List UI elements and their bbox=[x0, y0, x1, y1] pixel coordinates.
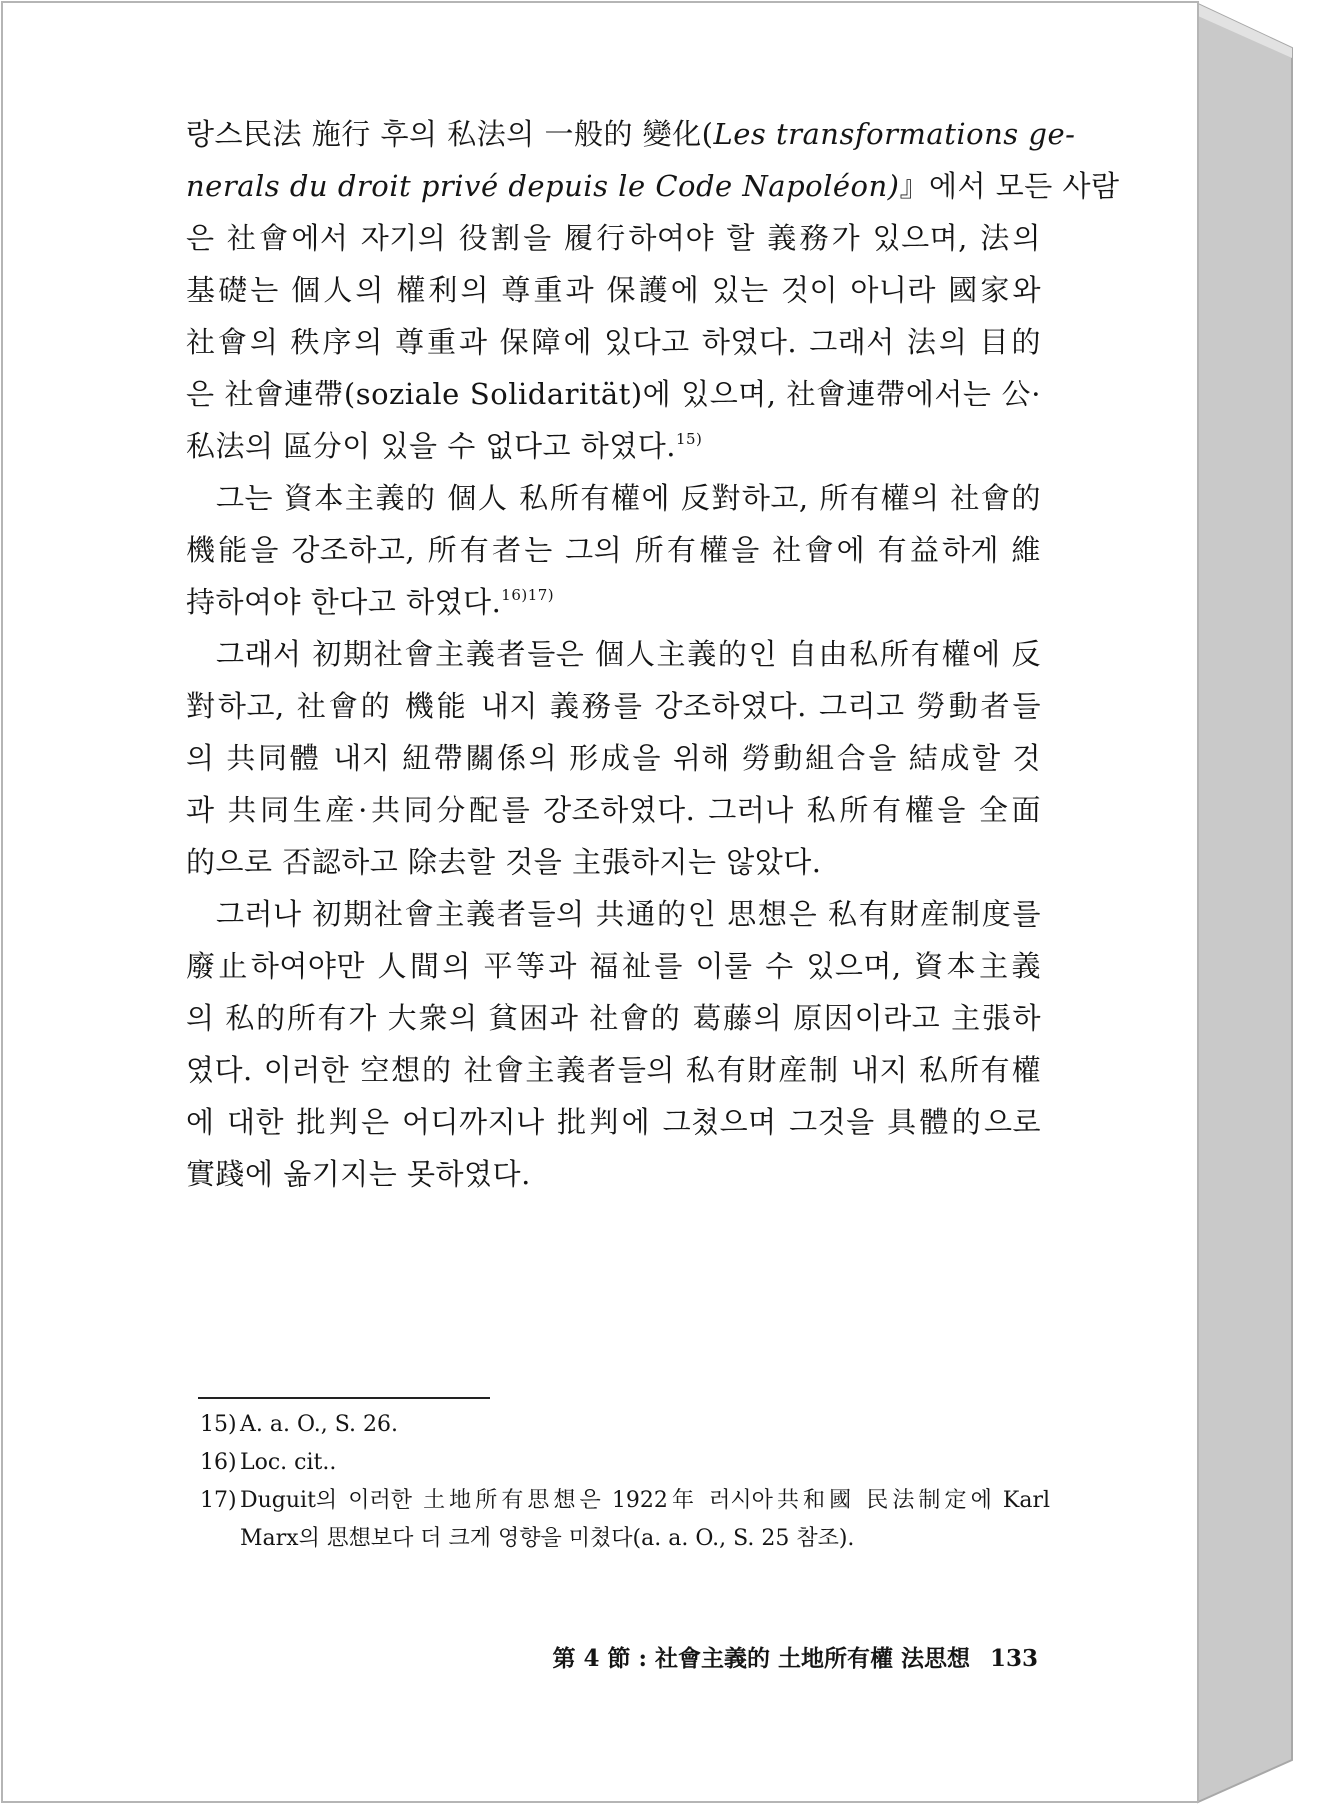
body-line-12: 對하고, 社會的 機能 내지 義務를 강조하였다. 그리고 勞動者들 bbox=[186, 689, 1041, 723]
body-line-19: 였다. 이러한 空想的 社會主義者들의 私有財産制 내지 私所有權 bbox=[186, 1053, 1041, 1087]
footnote-text: Loc. cit.. bbox=[240, 1450, 337, 1475]
running-footer bbox=[548, 1640, 1038, 1673]
body-line-13: 의 共同體 내지 紐帶關係의 形成을 위해 勞動組合을 結成할 것 bbox=[186, 741, 1041, 775]
body-text bbox=[186, 108, 1120, 1200]
page-number: 133 bbox=[989, 1645, 1038, 1672]
footnote-text: A. a. O., S. 26. bbox=[240, 1412, 398, 1437]
body-line-6: 은 社會連帶(soziale Solidarität)에 있으며, 社會連帶에서는 公· bbox=[186, 377, 1041, 411]
body-line-18: 의 私的所有가 大衆의 貧困과 社會的 葛藤의 原因이라고 主張하 bbox=[186, 1001, 1041, 1035]
footnote-17-continuation: Marx의 思想보다 더 크게 영향을 미쳤다(a. a. O., S. 25 참조). bbox=[240, 1526, 855, 1551]
body-line-14: 과 共同生産·共同分配를 강조하였다. 그러나 私所有權을 全面 bbox=[186, 793, 1041, 827]
footnotes bbox=[200, 1406, 1050, 1558]
body-line-9: 機能을 강조하고, 所有者는 그의 所有權을 社會에 有益하게 維 bbox=[186, 533, 1041, 567]
body-line-20: 에 대한 批判은 어디까지나 批判에 그쳤으며 그것을 具體的으로 bbox=[186, 1105, 1041, 1139]
body-line-1: 랑스民法 施行 후의 私法의 一般的 變化(Les transformations ge- bbox=[186, 117, 1076, 151]
body-line-7: 私法의 區分이 있을 수 없다고 하였다.$^{15)}$ bbox=[186, 429, 703, 463]
footnote-number: 17) bbox=[200, 1488, 237, 1513]
body-line-3: 은 社會에서 자기의 役割을 履行하여야 할 義務가 있으며, 法의 bbox=[186, 221, 1041, 255]
footnote-17 bbox=[200, 1482, 1050, 1520]
running-title: 第 4 節 : 社會主義的 土地所有權 法思想 bbox=[552, 1645, 970, 1672]
footnote-15 bbox=[200, 1406, 1050, 1444]
body-line-8: 그는 資本主義的 個人 私所有權에 反對하고, 所有權의 社會的 bbox=[216, 481, 1041, 515]
body-line-17: 廢止하여야만 人間의 平等과 福祉를 이룰 수 있으며, 資本主義 bbox=[186, 949, 1041, 983]
footnote-text: Duguit의 이러한 土地所有思想은 1922年 러시아共和國 民法制定에 Karl bbox=[240, 1488, 1050, 1513]
body-line-4: 基礎는 個人의 權利의 尊重과 保護에 있는 것이 아니라 國家와 bbox=[186, 273, 1041, 307]
footnote-ref-15: 15) bbox=[675, 430, 703, 448]
footnote-ref-16-17: 16)17) bbox=[501, 586, 555, 604]
body-line-21: 實踐에 옮기지는 못하였다. bbox=[186, 1157, 531, 1191]
footnote-16 bbox=[200, 1444, 1050, 1482]
body-line-11: 그래서 初期社會主義者들은 個人主義的인 自由私所有權에 反 bbox=[216, 637, 1041, 671]
body-line-16: 그러나 初期社會主義者들의 共通的인 思想은 私有財産制度를 bbox=[216, 897, 1041, 931]
footnote-number: 16) bbox=[200, 1450, 237, 1475]
body-line-2: nerals du droit privé depuis le Code Napoléon)』에서 모든 사람 bbox=[186, 169, 1120, 203]
body-line-10: 持하여야 한다고 하였다.$^{16)17)}$ bbox=[186, 585, 555, 619]
body-line-5: 社會의 秩序의 尊重과 保障에 있다고 하였다. 그래서 法의 目的 bbox=[186, 325, 1041, 359]
footnote-number: 15) bbox=[200, 1412, 237, 1437]
body-line-15: 的으로 否認하고 除去할 것을 主張하지는 않았다. bbox=[186, 845, 822, 879]
footnote-separator bbox=[198, 1397, 490, 1399]
